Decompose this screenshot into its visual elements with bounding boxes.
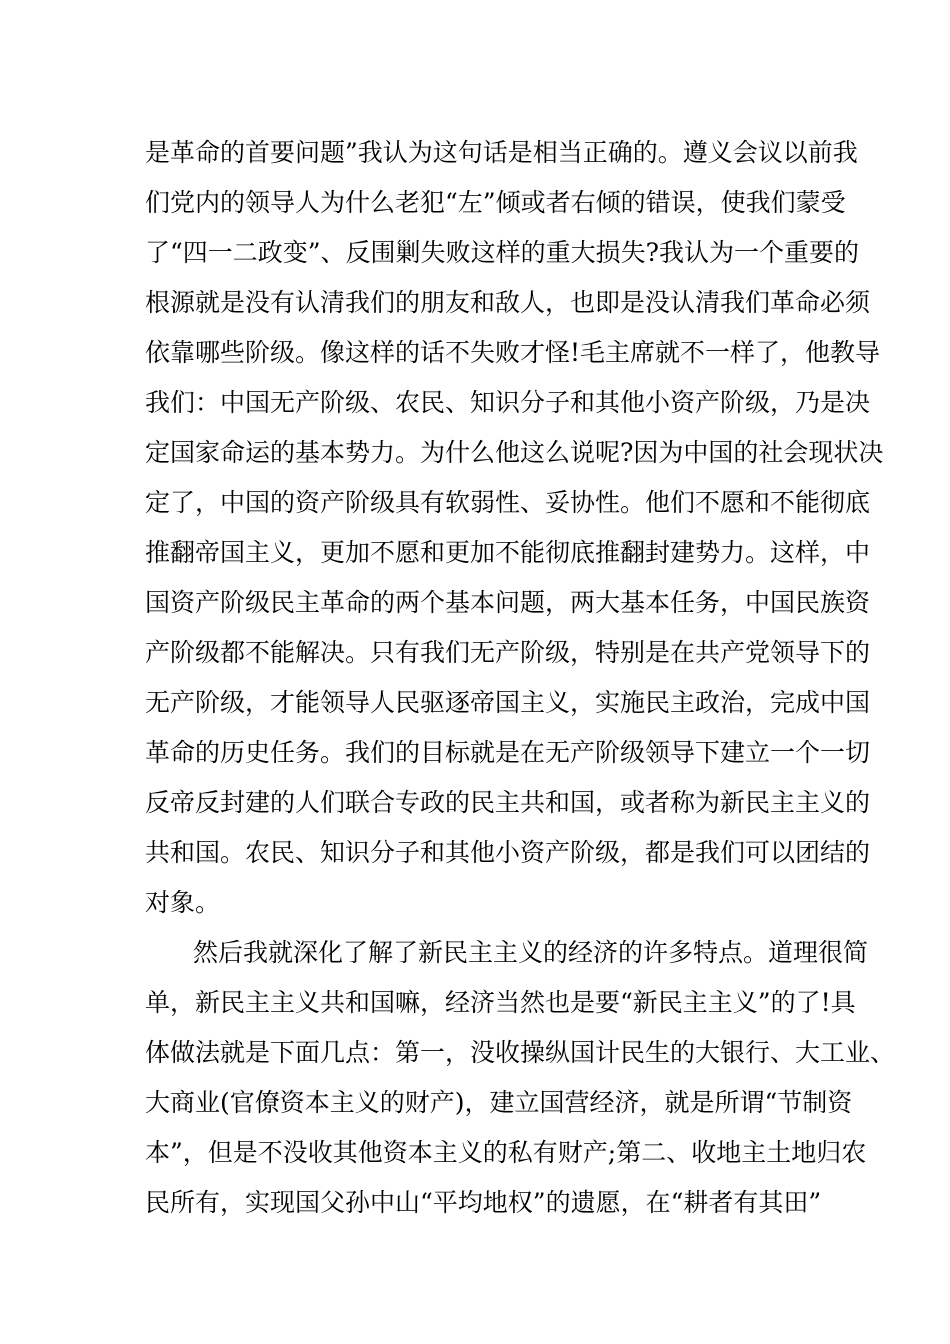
body-text <box>145 128 896 1228</box>
text-line: 定国家命运的基本势力。为什么他这么说呢?因为中国的社会现状决 <box>145 438 884 467</box>
text-line: 民所有，实现国父孙中山“平均地权”的遗愿，在“耕者有其田” <box>145 1188 822 1217</box>
text-line: 革命的历史任务。我们的目标就是在无产阶级领导下建立一个一切 <box>145 738 871 767</box>
text-line-paragraph-start: 然后我就深化了解了新民主主义的经济的许多特点。道理很简 <box>193 938 869 967</box>
text-line: 是革命的首要问题”我认为这句话是相当正确的。遵义会议以前我 <box>145 138 858 167</box>
text-line: 推翻帝国主义，更加不愿和更加不能彻底推翻封建势力。这样，中 <box>145 538 871 567</box>
text-line: 依靠哪些阶级。像这样的话不失败才怪!毛主席就不一样了，他教导 <box>145 338 881 367</box>
text-line: 本”，但是不没收其他资本主义的私有财产;第二、收地主土地归农 <box>145 1138 867 1167</box>
text-line: 根源就是没有认清我们的朋友和敌人，也即是没认清我们革命必须 <box>145 288 871 317</box>
text-line: 定了，中国的资产阶级具有软弱性、妥协性。他们不愿和不能彻底 <box>145 488 871 517</box>
text-line: 共和国。农民、知识分子和其他小资产阶级，都是我们可以团结的 <box>145 838 871 867</box>
text-line: 了“四一二政变”、反围剿失败这样的重大损失?我认为一个重要的 <box>145 238 859 267</box>
text-line: 无产阶级，才能领导人民驱逐帝国主义，实施民主政治，完成中国 <box>145 688 871 717</box>
text-line: 我们：中国无产阶级、农民、知识分子和其他小资产阶级，乃是决 <box>145 388 871 417</box>
text-line: 大商业(官僚资本主义的财产)，建立国营经济，就是所谓“节制资 <box>145 1088 853 1117</box>
text-line: 单，新民主主义共和国嘛，经济当然也是要“新民主主义”的了!具 <box>145 988 856 1017</box>
text-line: 反帝反封建的人们联合专政的民主共和国，或者称为新民主主义的 <box>145 788 871 817</box>
text-line: 们党内的领导人为什么老犯“左”倾或者右倾的错误，使我们蒙受 <box>145 188 846 217</box>
text-line: 产阶级都不能解决。只有我们无产阶级，特别是在共产党领导下的 <box>145 638 871 667</box>
text-line: 体做法就是下面几点：第一，没收操纵国计民生的大银行、大工业、 <box>145 1038 896 1067</box>
text-line-paragraph-end: 对象。 <box>145 888 221 917</box>
text-line: 国资产阶级民主革命的两个基本问题，两大基本任务，中国民族资 <box>145 588 871 617</box>
